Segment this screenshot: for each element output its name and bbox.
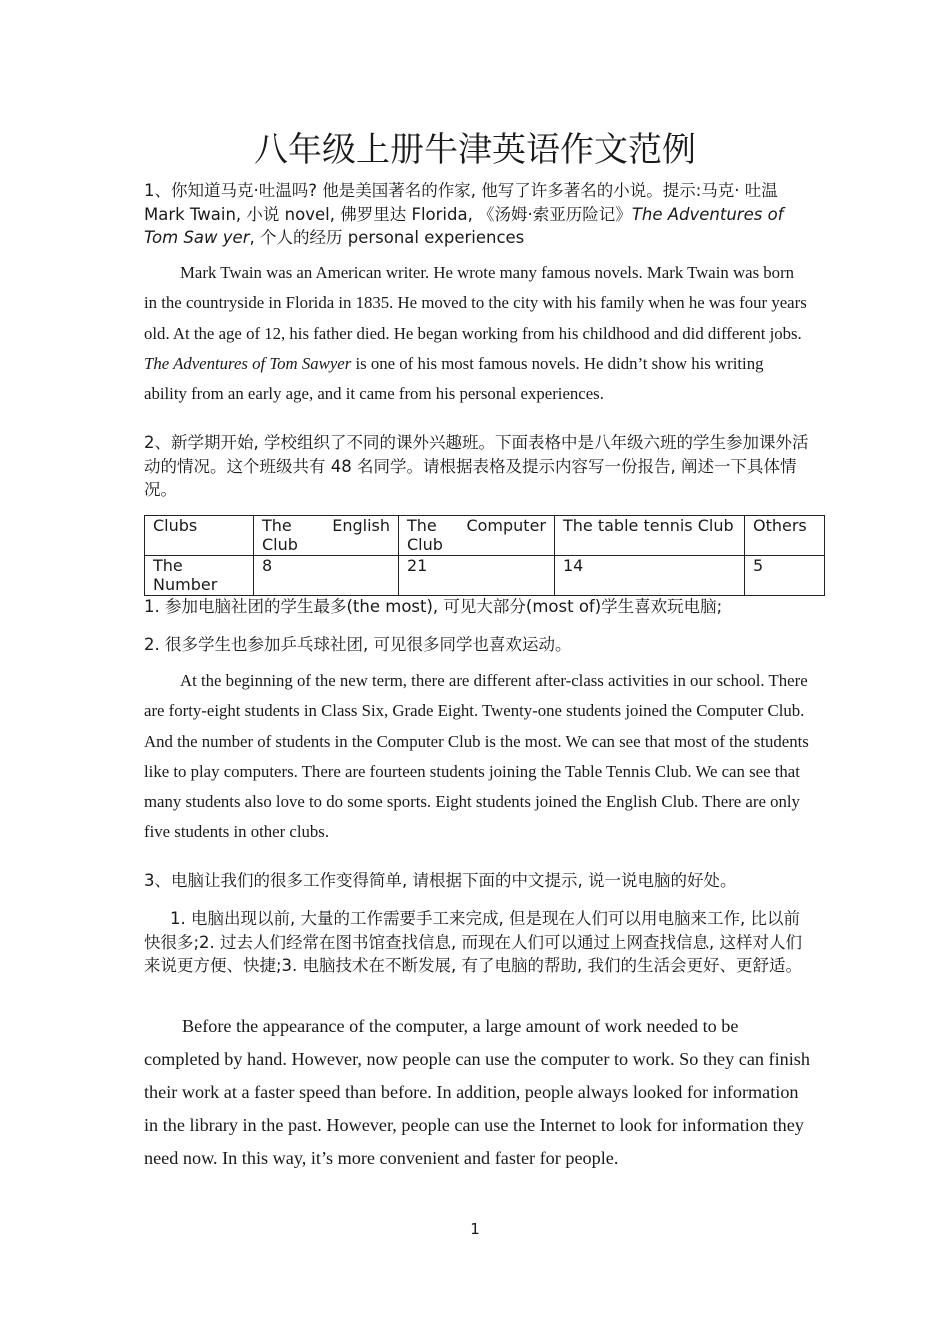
clubs-table: [144, 515, 825, 596]
table-cell: The Number: [145, 556, 254, 596]
question-3-essay: [144, 1010, 810, 1175]
question-2-essay: [144, 666, 810, 848]
table-cell: Others: [745, 516, 825, 556]
question-1-essay-part-2: is one of his most famous novels. He didn’t show his writing ability from an early age, and it came from his personal experiences.: [144, 353, 764, 404]
question-1-essay-part-1: Mark Twain was an American writer. He wrote many famous novels. Mark Twain was born in the countryside in Florida in 1835. He moved to the city with his family when he was four years old. At the age of 12, his father died. He began working from his childhood and did different jobs.: [144, 263, 807, 343]
question-1-prompt-text: 1、你知道马克·吐温吗? 他是美国著名的作家, 他写了许多著名的小说。提示:马克· 吐温 Mark Twain, 小说 novel, 佛罗里达 Florida, 《汤姆·索亚历险记》: [144, 181, 778, 224]
question-2-hint-2: 2. 很多学生也参加乒乓球社团, 可见很多同学也喜欢运动。: [144, 635, 572, 654]
question-3-essay-text: Before the appearance of the computer, a large amount of work needed to be completed by hand. However, now people can use the computer to work. So they can finish their work at a faster speed than before. In addition, people always looked for information in the library in the past. However, people can use the Internet to look for information they need now. In this way, it’s more convenient and faster for people.: [144, 1016, 810, 1168]
table-cell: The English Club: [254, 516, 399, 556]
question-2-prompt: 2、新学期开始, 学校组织了不同的课外兴趣班。下面表格中是八年级六班的学生参加课外活动的情况。这个班级共有 48 名同学。请根据表格及提示内容写一份报告, 阐述一下具体情况。: [144, 433, 809, 499]
question-1-essay-book-title: The Adventures of Tom Sawyer: [144, 353, 352, 373]
question-3-prompt: 3、电脑让我们的很多工作变得简单, 请根据下面的中文提示, 说一说电脑的好处。: [144, 871, 737, 890]
question-1-prompt-tail: , 个人的经历 personal experiences: [249, 228, 525, 247]
table-header-row: [145, 516, 825, 556]
question-3-hints-text: 1. 电脑出现以前, 大量的工作需要手工来完成, 但是现在人们可以用电脑来工作, 比以前快很多;2. 过去人们经常在图书馆查找信息, 而现在人们可以通过上网查找信息, 这样对人们来说更方便、快捷;3. 电脑技术在不断发展, 有了电脑的帮助, 我们的生活会更好、更舒适。: [144, 909, 803, 975]
table-cell: 8: [254, 556, 399, 596]
question-3-hints: [144, 907, 810, 978]
question-1-essay: [144, 258, 810, 409]
table-cell: 21: [399, 556, 555, 596]
page-title: 八年级上册牛津英语作文范例: [254, 130, 696, 170]
question-2-hint-1: 1. 参加电脑社团的学生最多(the most), 可见大部分(most of)学生喜欢玩电脑;: [144, 597, 723, 616]
table-cell: 5: [745, 556, 825, 596]
table-cell: Clubs: [145, 516, 254, 556]
question-2-essay-text: At the beginning of the new term, there are different after-class activities in our school. There are forty-eight students in Class Six, Grade Eight. Twenty-one students joined the Computer Club. And the number of students in the Computer Club is the most. We can see that most of the students like to play computers. There are fourteen students joining the Table Tennis Club. We can see that many students also love to do some sports. Eight students joined the English Club. There are only five students in other clubs.: [144, 671, 809, 842]
question-1-prompt: [144, 179, 810, 250]
page-number: 1: [470, 1220, 480, 1238]
table-cell: 14: [555, 556, 745, 596]
question-1-prompt-book-title: The Adventures of Tom Saw yer: [144, 204, 784, 247]
table-cell: The Computer Club: [399, 516, 555, 556]
table-row: [145, 556, 825, 596]
table-cell: The table tennis Club: [555, 516, 745, 556]
